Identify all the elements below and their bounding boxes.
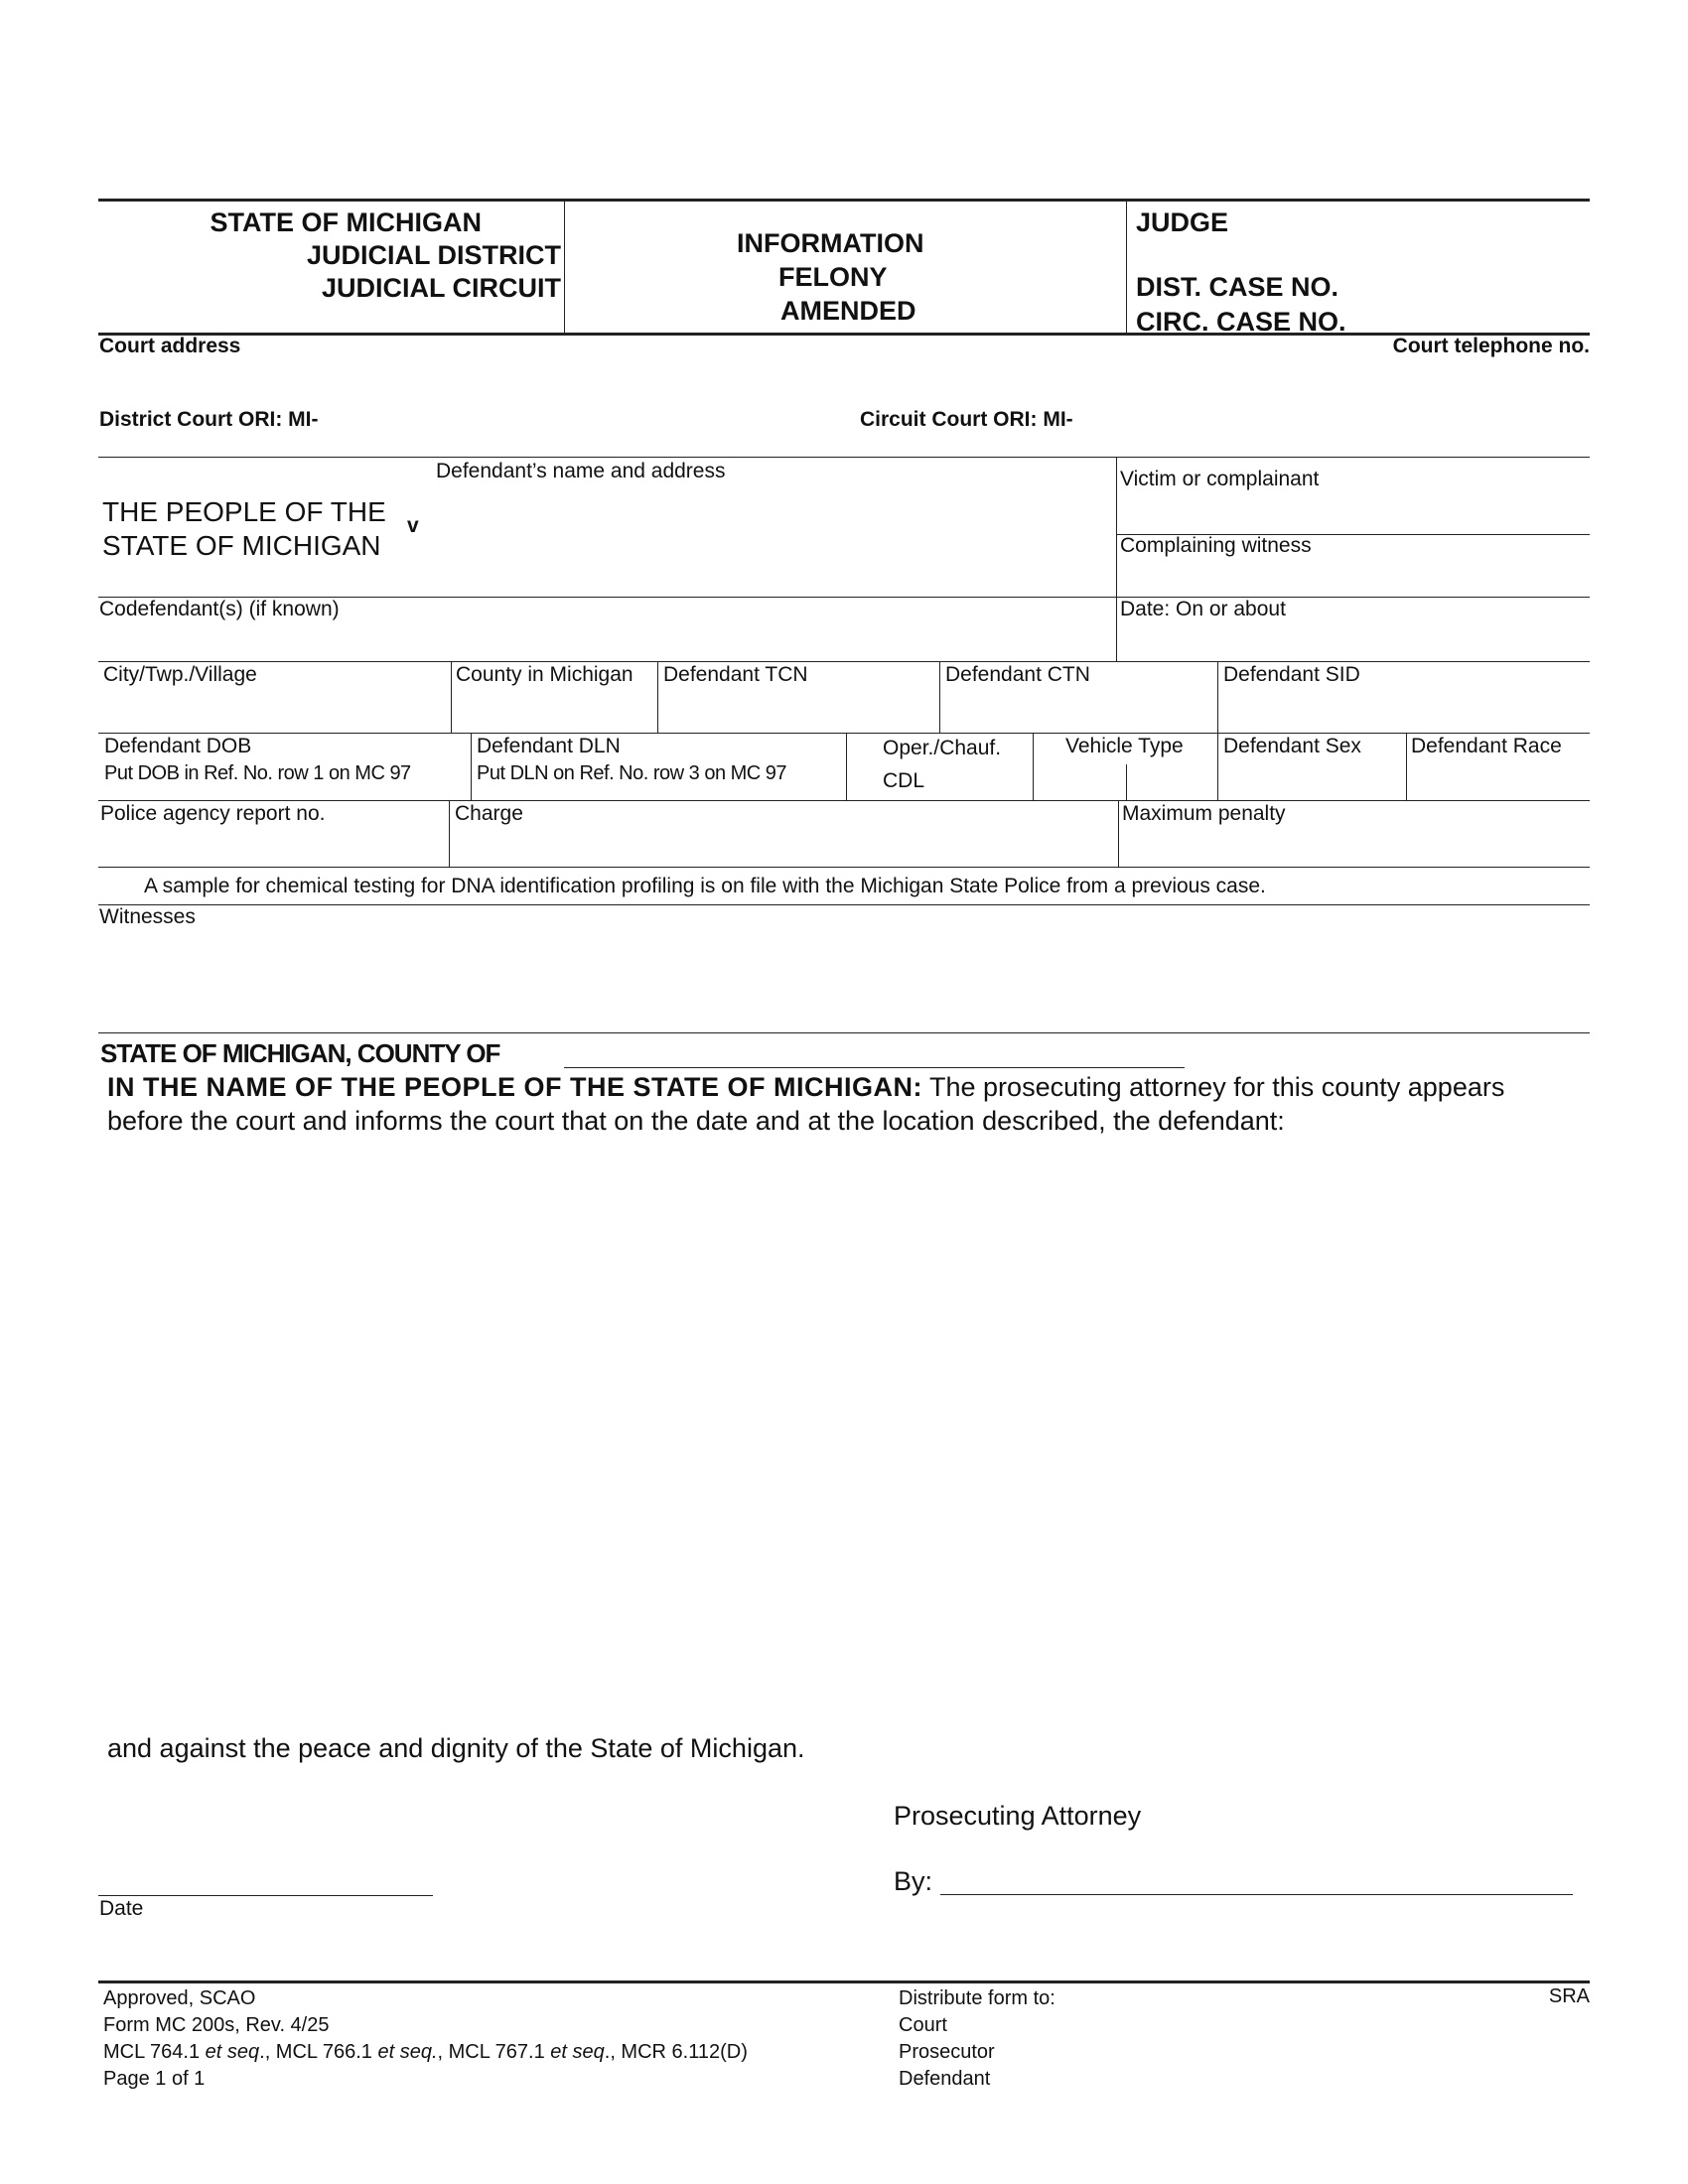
mcl-citations — [103, 2039, 748, 2066]
codefendants-label: Codefendant(s) (if known) — [99, 598, 340, 620]
dob-label: Defendant DOB — [104, 735, 252, 757]
parties-top-rule — [98, 457, 1590, 458]
dln-label: Defendant DLN — [477, 735, 621, 757]
grid-row2-div-3 — [1033, 733, 1034, 800]
tcn-field[interactable] — [663, 689, 935, 729]
victim-label: Victim or complainant — [1120, 468, 1320, 490]
dln-field[interactable] — [477, 786, 842, 800]
dist-case-field[interactable] — [1355, 268, 1584, 302]
circ-case-label: CIRC. CASE NO. — [1136, 307, 1346, 337]
header-top-rule — [98, 199, 1590, 202]
form-number: Form MC 200s, Rev. 4/25 — [103, 2014, 330, 2036]
defendant-name-label: Defendant’s name and address — [436, 460, 726, 482]
vehicle-type-field[interactable] — [1037, 762, 1213, 798]
mcl-766: ., MCL 766.1 — [259, 2041, 378, 2063]
offense-description-field[interactable] — [99, 1152, 1589, 1727]
name-of-people-heading: IN THE NAME OF THE PEOPLE OF THE STATE OF MICHIGAN: — [107, 1072, 922, 1102]
sid-field[interactable] — [1223, 689, 1587, 729]
grid-row1-div-3 — [939, 661, 940, 733]
versus-label: v — [407, 514, 419, 537]
grid-row1-div-1 — [451, 661, 452, 733]
inform-text-1: The prosecuting attorney for this county appears — [929, 1072, 1505, 1102]
dist-case-label: DIST. CASE NO. — [1136, 272, 1339, 302]
offense-date-label: Date: On or about — [1120, 598, 1286, 620]
dob-field[interactable] — [104, 786, 467, 800]
judge-label: JUDGE — [1136, 207, 1229, 237]
county-field[interactable] — [456, 689, 652, 729]
distribute-defendant: Defendant — [899, 2068, 991, 2090]
header-divider-left — [564, 201, 565, 333]
et-seq-2: et seq. — [377, 2041, 438, 2063]
footer-rule — [98, 1980, 1590, 1983]
dna-checkbox[interactable] — [107, 877, 131, 898]
district-ori-label: District Court ORI: MI- — [99, 408, 319, 431]
sex-field[interactable] — [1223, 762, 1402, 798]
by-label: By: — [894, 1866, 933, 1896]
mcl-767: , MCL 767.1 — [437, 2041, 551, 2063]
grid-row1-div-2 — [657, 661, 658, 733]
information-statement — [107, 1070, 1597, 1138]
distribute-prosecutor: Prosecutor — [899, 2041, 995, 2063]
title-felony: FELONY — [778, 262, 888, 292]
date-line[interactable] — [98, 1895, 433, 1896]
victim-field[interactable] — [1120, 492, 1587, 532]
sex-label: Defendant Sex — [1223, 735, 1361, 757]
court-address-field[interactable] — [99, 359, 1589, 399]
people-line-1: THE PEOPLE OF THE — [102, 496, 386, 527]
charge-field[interactable] — [455, 828, 1114, 864]
form-title — [695, 226, 1013, 328]
title-amended: AMENDED — [780, 296, 916, 326]
complaining-witness-field[interactable] — [1120, 559, 1587, 595]
approved-scao: Approved, SCAO — [103, 1987, 256, 2009]
prosecuting-attorney-label: Prosecuting Attorney — [894, 1801, 1142, 1831]
header-divider-right — [1126, 201, 1127, 333]
grid-row1-rule — [98, 661, 1590, 662]
witnesses-field[interactable] — [99, 931, 1589, 1030]
grid-row3-div-2 — [1118, 800, 1119, 867]
police-report-label: Police agency report no. — [100, 802, 326, 825]
ctn-field[interactable] — [945, 689, 1213, 729]
race-label: Defendant Race — [1411, 735, 1562, 757]
city-field[interactable] — [103, 689, 446, 729]
dob-note: Put DOB in Ref. No. row 1 on MC 97 — [104, 762, 411, 784]
cdl-label: CDL — [883, 769, 925, 792]
grid-row2-div-2 — [846, 733, 847, 800]
grid-row1-div-4 — [1217, 661, 1218, 733]
police-report-field[interactable] — [100, 828, 444, 864]
body-top-rule — [98, 1032, 1590, 1033]
closing-statement: and against the peace and dignity of the State of Michigan. — [107, 1733, 805, 1763]
district-heading: JUDICIAL DISTRICT — [306, 240, 561, 270]
grid-row3-rule — [98, 800, 1590, 801]
court-telephone-label: Court telephone no. — [1392, 335, 1590, 357]
grid-row2-div-4 — [1217, 733, 1218, 800]
people-caption — [102, 495, 386, 563]
ctn-label: Defendant CTN — [945, 663, 1090, 686]
people-line-2: STATE OF MICHIGAN — [102, 530, 381, 561]
defendant-name-field[interactable] — [436, 486, 1111, 594]
footer-left — [103, 1985, 748, 2093]
judge-field[interactable] — [1241, 204, 1584, 239]
grid-row2-div-1 — [471, 733, 472, 800]
mcl-764: MCL 764.1 — [103, 2041, 206, 2063]
city-label: City/Twp./Village — [103, 663, 257, 686]
parties-divider — [1116, 457, 1117, 661]
oper-chauf-label: Oper./Chauf. — [883, 737, 1002, 759]
mcr-6112: ., MCR 6.112(D) — [604, 2041, 748, 2063]
county-of-line: STATE OF MICHIGAN, COUNTY OF — [100, 1038, 500, 1068]
witnesses-label: Witnesses — [99, 905, 196, 928]
grid-row3-div-1 — [449, 800, 450, 867]
state-heading: STATE OF MICHIGAN — [210, 207, 482, 237]
max-penalty-field[interactable] — [1122, 828, 1587, 864]
grid-row2-div-5 — [1406, 733, 1407, 800]
circ-case-field[interactable] — [1355, 304, 1584, 334]
distribute-heading: Distribute form to: — [899, 1987, 1055, 2009]
race-field[interactable] — [1411, 762, 1587, 798]
offense-date-field[interactable] — [1120, 622, 1587, 660]
distribute-court: Court — [899, 2014, 947, 2036]
complaining-witness-label: Complaining witness — [1120, 534, 1312, 557]
distribution-list — [899, 1985, 1055, 2093]
et-seq-1: et seq — [205, 2041, 260, 2063]
dna-top-rule — [98, 867, 1590, 868]
charge-label: Charge — [455, 802, 523, 825]
circuit-ori-label: Circuit Court ORI: MI- — [860, 408, 1073, 431]
max-penalty-label: Maximum penalty — [1122, 802, 1286, 825]
vehicle-type-label: Vehicle Type — [1065, 735, 1184, 757]
witnesses-rule — [98, 904, 1590, 905]
county-underline[interactable] — [564, 1067, 1185, 1068]
page-number: Page 1 of 1 — [103, 2068, 206, 2090]
tcn-label: Defendant TCN — [663, 663, 808, 686]
sra-code: SRA — [1548, 1985, 1590, 2007]
dln-note: Put DLN on Ref. No. row 3 on MC 97 — [477, 762, 787, 784]
grid-row2-rule — [98, 733, 1590, 734]
circuit-heading: JUDICIAL CIRCUIT — [321, 273, 561, 303]
et-seq-3: et seq — [550, 2041, 605, 2063]
title-information: INFORMATION — [737, 228, 924, 258]
codefendants-field[interactable] — [99, 622, 1112, 660]
inform-text-2: before the court and informs the court that on the date and at the location described, the defendant: — [107, 1106, 1285, 1136]
court-heading — [114, 206, 561, 305]
cdl-field[interactable] — [850, 735, 1029, 798]
county-label: County in Michigan — [456, 663, 633, 686]
date-label: Date — [99, 1897, 144, 1920]
court-address-label: Court address — [99, 335, 241, 357]
dna-note: A sample for chemical testing for DNA identification profiling is on file with the Michigan State Police from a previous case. — [144, 875, 1266, 897]
signature-line[interactable] — [940, 1894, 1573, 1895]
sid-label: Defendant SID — [1223, 663, 1360, 686]
